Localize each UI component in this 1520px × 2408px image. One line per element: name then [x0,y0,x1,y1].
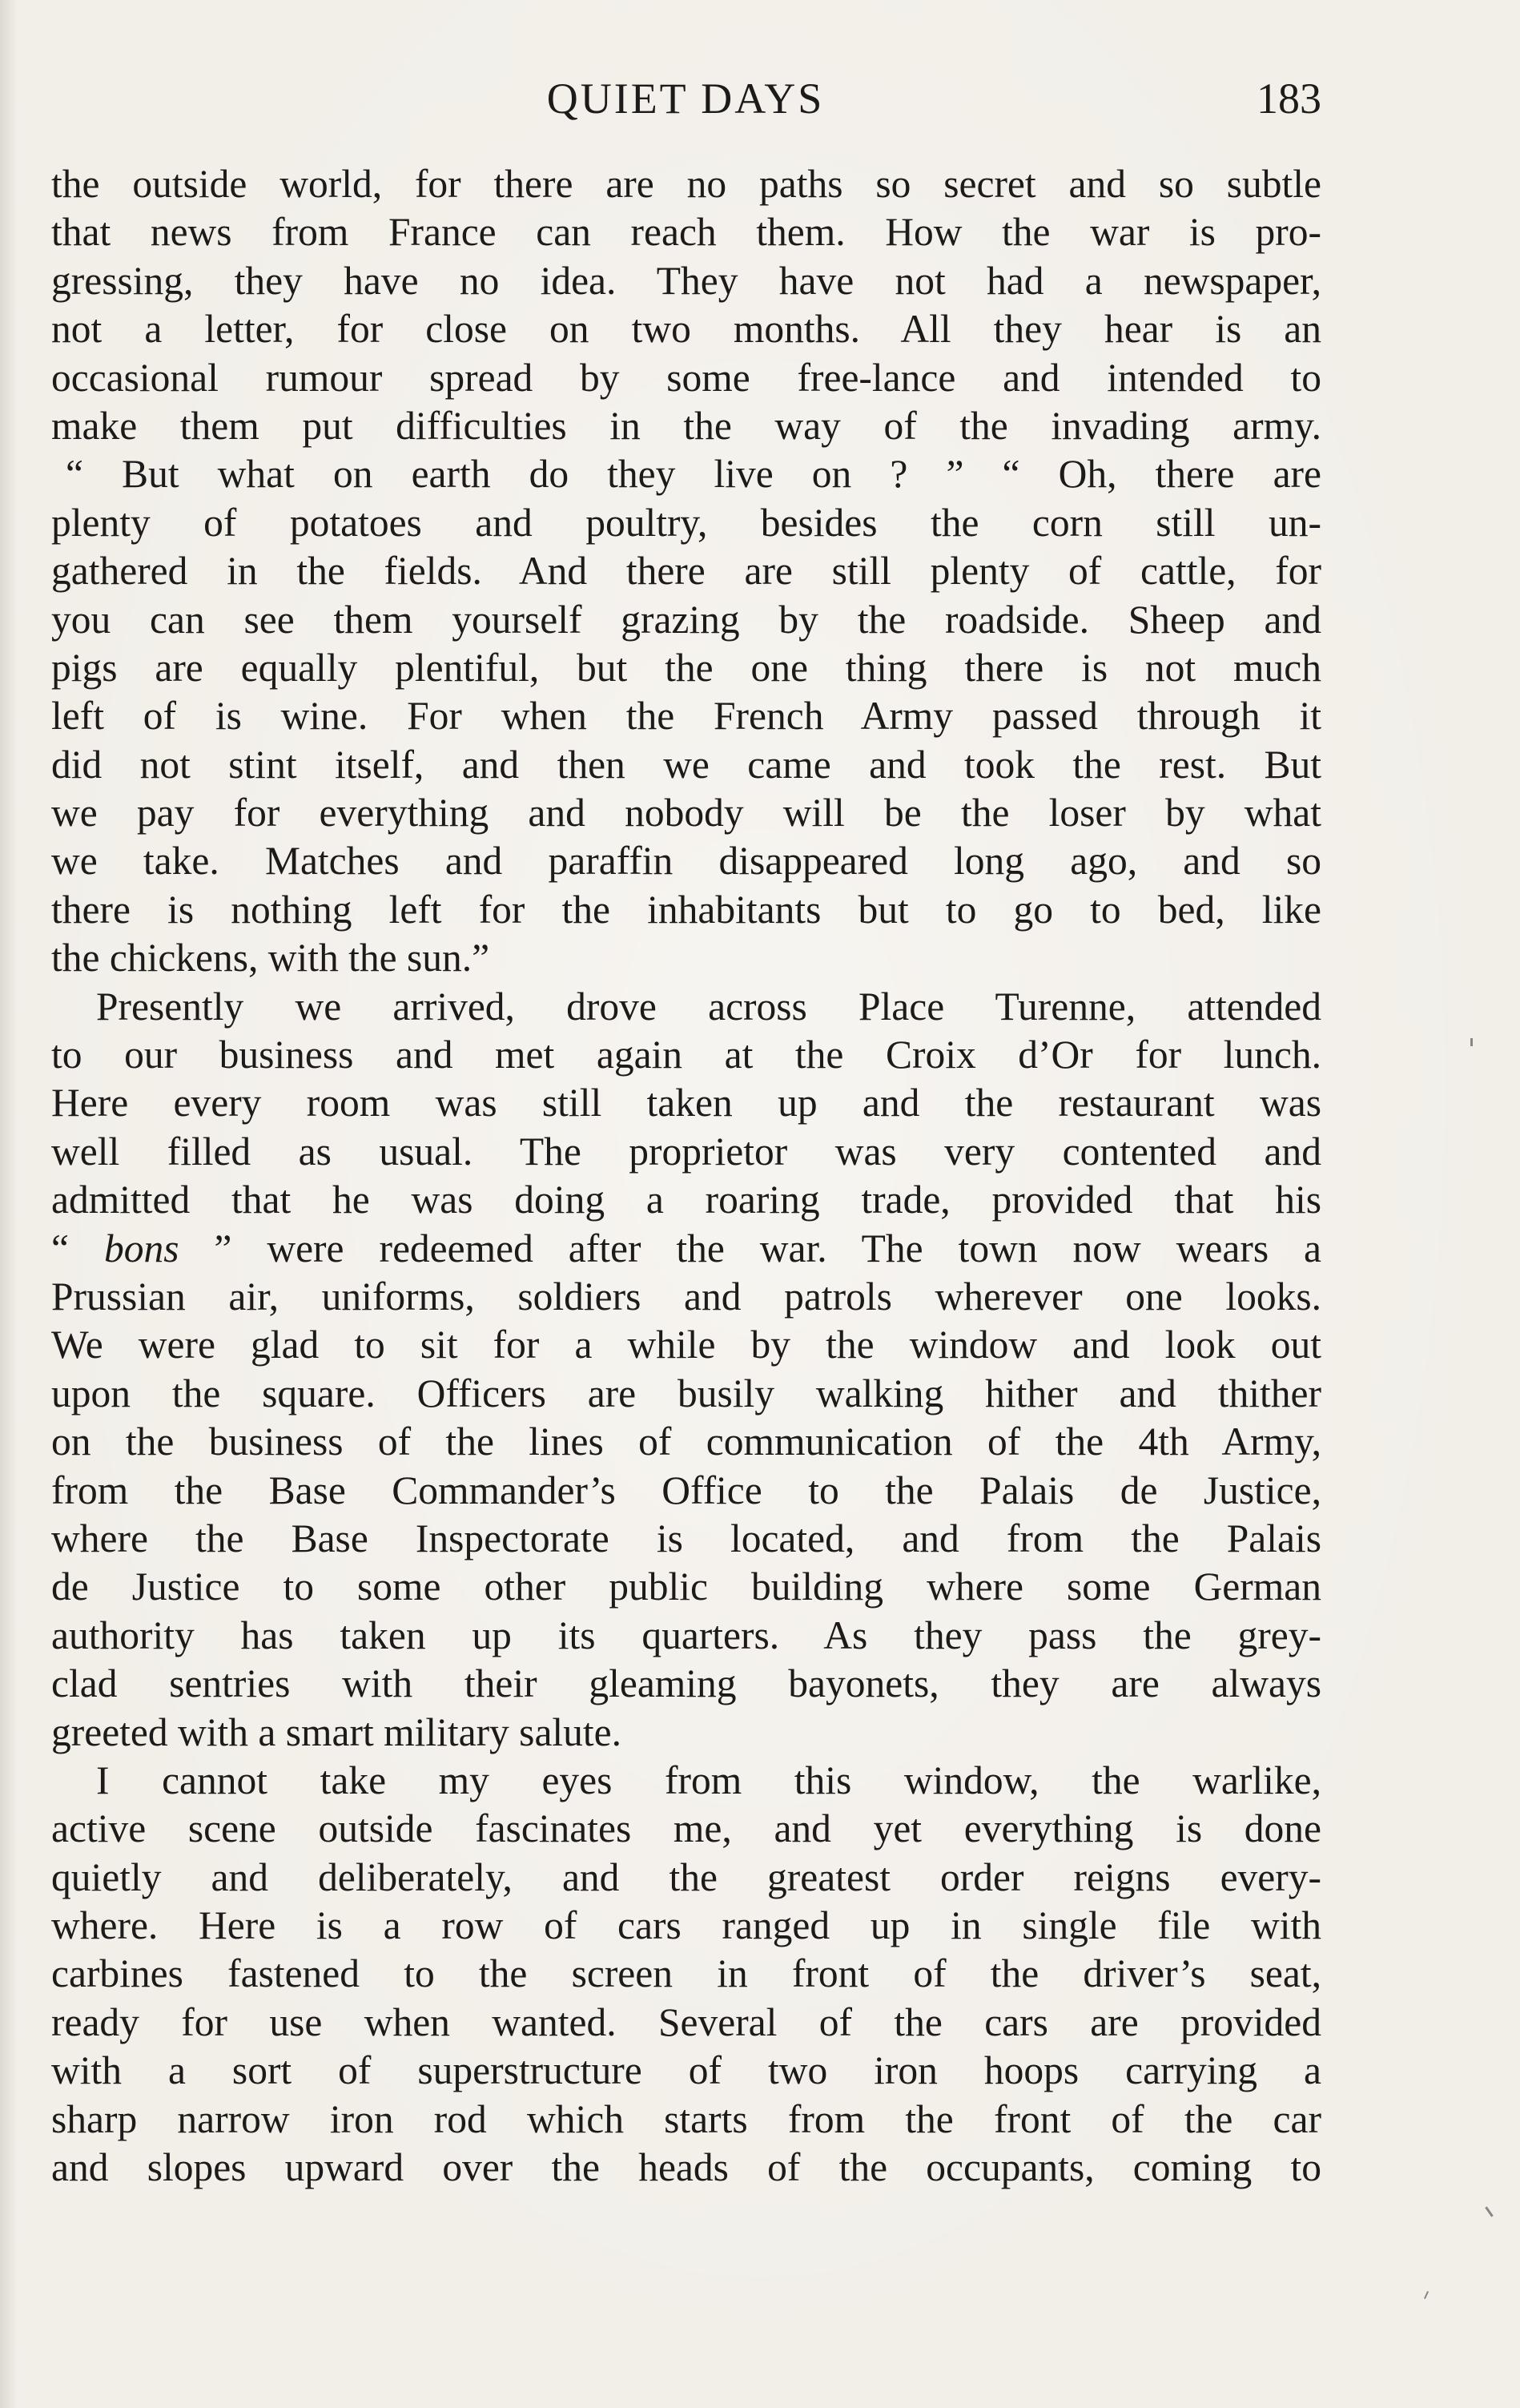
running-head [50,70,1321,127]
text-line: sharp narrow iron rod which starts from the front of the car [51,2096,1321,2141]
text-line-rest: were redeemed after the war. The town now wears a [267,1226,1321,1270]
text-line: Prussian air, uniforms, soldiers and patrols wherever one looks. [51,1274,1321,1319]
paragraph-end-line: greeted with a smart military salute. [51,1709,622,1754]
text-line: carbines fastened to the screen in front of the driver’s seat, [51,1951,1321,1996]
text-line: ready for use when wanted. Several of the cars are provided [51,1999,1321,2044]
text-line: where. Here is a row of cars ranged up in single file with [51,1903,1321,1948]
close-quote: ” [214,1226,232,1270]
text-line: pigs are equally plentiful, but the one thing there is not much [51,645,1321,690]
text-line: gressing, they have no idea. They have not had a newspaper, [51,258,1321,303]
text-line: and slopes upward over the heads of the occupants, coming to [51,2145,1321,2190]
running-title: QUIET DAYS [546,74,825,123]
page-edge-shadow [0,0,18,2408]
text-line: We were glad to sit for a while by the window and look out [51,1323,1321,1367]
text-line: de Justice to some other public building where some German [51,1564,1321,1609]
text-line: gathered in the fields. And there are still plenty of cattle, for [51,549,1321,594]
text-line-with-italic [51,1225,1321,1273]
text-line: to our business and met again at the Croix d’Or for lunch. [51,1033,1321,1077]
text-line: where the Base Inspectorate is located, and from the Palais [51,1516,1321,1560]
text-line: active scene outside fascinates me, and yet everything is done [51,1806,1321,1851]
paper-speck [1424,2291,1429,2299]
open-quote: “ [51,1226,69,1270]
text-line: we take. Matches and paraffin disappeared long ago, and so [51,839,1321,884]
text-line: did not stint itself, and then we came and took the rest. But [51,742,1321,787]
text-line: that news from France can reach them. How the war is pro- [51,210,1321,255]
text-line: make them put difficulties in the way of the invading army. [51,403,1321,448]
text-line: occasional rumour spread by some free-lance and intended to [51,355,1321,400]
text-line: plenty of potatoes and poultry, besides the corn still un- [51,500,1321,545]
text-line: not a letter, for close on two months. All they hear is an [51,307,1321,352]
italic-word-bons: bons [103,1226,179,1270]
text-line: “ But what on earth do they live on ? ” “ Oh, there are [66,452,1321,497]
text-line: well filled as usual. The proprietor was very contented and [51,1129,1321,1174]
text-line: from the Base Commander’s Office to the Palais de Justice, [51,1468,1321,1512]
text-line: there is nothing left for the inhabitants but to go to bed, like [51,887,1321,932]
paragraph-end-line: the chickens, with the sun.” [51,936,490,981]
text-line: quietly and deliberately, and the greatest order reigns every- [51,1854,1321,1899]
text-line: left of is wine. For when the French Army passed through it [51,694,1321,739]
page-number: 183 [1257,74,1321,123]
text-line: upon the square. Officers are busily walking hither and thither [51,1371,1321,1415]
paragraph-start-line: Presently we arrived, drove across Place Turenne, attended [96,984,1321,1029]
text-line: you can see them yourself grazing by the roadside. Sheep and [51,597,1321,642]
text-line: clad sentries with their gleaming bayonets, they are always [51,1661,1321,1706]
paragraph-start-line: I cannot take my eyes from this window, the warlike, [96,1758,1321,1802]
body-text [51,160,1321,2192]
paper-speck [1470,1038,1473,1046]
text-line: the outside world, for there are no paths so secret and so subtle [51,162,1321,206]
text-line: admitted that he was doing a roaring trade, provided that his [51,1178,1321,1222]
text-line: with a sort of superstructure of two iron hoops carrying a [51,2048,1321,2093]
paper-speck [1485,2206,1493,2217]
text-line: Here every room was still taken up and the restaurant was [51,1081,1321,1125]
text-line: we pay for everything and nobody will be the loser by what [51,791,1321,836]
text-line: authority has taken up its quarters. As they pass the grey- [51,1613,1321,1657]
text-line: on the business of the lines of communication of the 4th Army, [51,1419,1321,1464]
